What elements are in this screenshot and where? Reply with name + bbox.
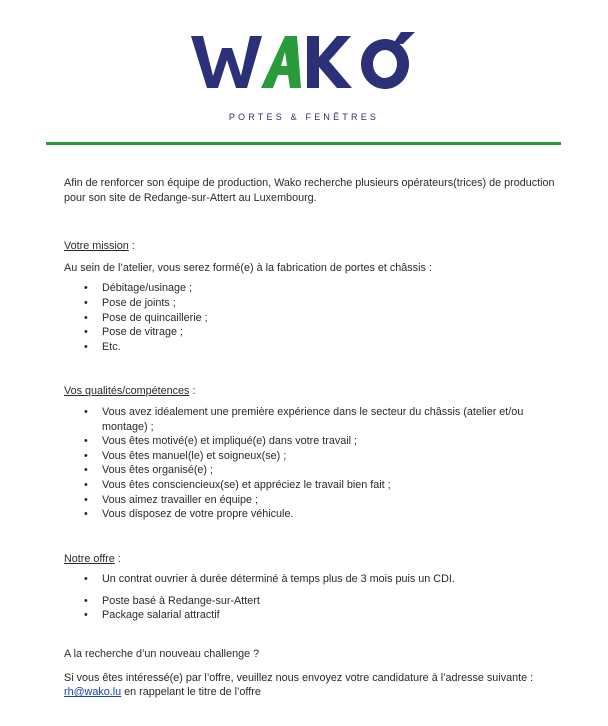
mission-title: Votre mission (64, 240, 129, 253)
list-item: • Pose de vitrage ; (64, 325, 564, 340)
brand-tagline: PORTES & FENÊTRES (228, 112, 380, 122)
qualities-list (64, 405, 564, 522)
list-item: • Vous aimez travailler en équipe ; (64, 493, 564, 508)
list-item: • Vous êtes manuel(le) et soigneux(se) ; (64, 449, 564, 464)
apply-line (64, 685, 564, 700)
mission-suffix: : (128, 240, 135, 253)
closing-question: A la recherche d’un nouveau challenge ? (64, 648, 260, 661)
offer-suffix: : (114, 552, 121, 565)
job-offer-body (64, 176, 564, 700)
offer-list (64, 572, 564, 623)
wako-logo-icon (189, 30, 419, 94)
list-item: • Etc. (64, 340, 564, 355)
mission-heading (64, 239, 564, 254)
divider (46, 142, 561, 145)
list-item: • Vous disposez de votre propre véhicule. (64, 507, 564, 522)
email-link[interactable]: rh@wako.lu (64, 686, 122, 699)
qualities-title: Vos qualités/compétences (64, 385, 190, 398)
intro-paragraph: Afin de renforcer son équipe de production, Wako recherche plusieurs opérateurs(trices) de production pour son site de Redange-sur-Attert au Luxembourg. (64, 177, 555, 204)
mission-list (64, 281, 564, 354)
offer-heading (64, 552, 564, 567)
logo (0, 30, 608, 94)
qualities-suffix: : (189, 385, 196, 398)
list-item: • Vous êtes motivé(e) et impliqué(e) dans votre travail ; (64, 434, 564, 449)
mission-lead: Au sein de l’atelier, vous serez formé(e) à la fabrication de portes et châssis : (64, 261, 432, 274)
list-item: • Poste basé à Redange-sur-Attert (64, 594, 564, 609)
list-item: • Pose de joints ; (64, 296, 564, 311)
list-item: • Vous êtes consciencieux(se) et appréciez le travail bien fait ; (64, 478, 564, 493)
list-item: • Débitage/usinage ; (64, 281, 564, 296)
list-item: • Pose de quincaillerie ; (64, 311, 564, 326)
list-item: • Un contrat ouvrier à durée déterminé à temps plus de 3 mois puis un CDI. (64, 572, 564, 587)
list-item: • Package salarial attractif (64, 608, 564, 623)
apply-text: Si vous êtes intéressé(e) par l’offre, veuillez nous envoyez votre candidature à l’adresse suivante : (64, 671, 534, 684)
list-item: • Vous avez idéalement une première expérience dans le secteur du châssis (atelier et/ou montage) ; (64, 405, 564, 434)
offer-title: Notre offre (64, 552, 115, 565)
after-email-text: en rappelant le titre de l’offre (121, 686, 261, 699)
list-item: • Vous êtes organisé(e) ; (64, 463, 564, 478)
qualities-heading (64, 384, 564, 399)
